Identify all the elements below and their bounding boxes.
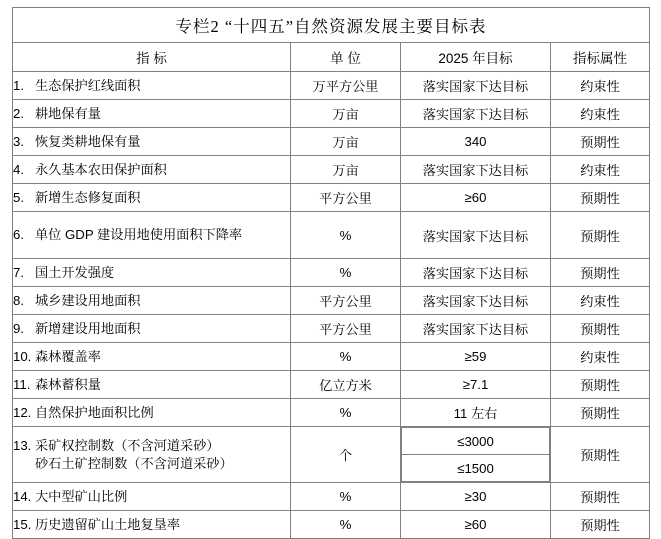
row-target: 11 左右 <box>401 399 551 427</box>
row-target: 落实国家下达目标 <box>401 315 551 343</box>
table-row <box>13 156 650 184</box>
row-indicator <box>13 100 291 128</box>
row-unit: 万亩 <box>291 100 401 128</box>
row-unit: 平方公里 <box>291 315 401 343</box>
column-header-attribute: 指标属性 <box>551 43 650 72</box>
row-attribute: 预期性 <box>551 184 650 212</box>
row-number: 2. <box>13 105 24 121</box>
row-number: 8. <box>13 292 24 308</box>
row-unit: % <box>291 483 401 511</box>
table-row <box>13 427 650 483</box>
row-indicator <box>13 511 291 539</box>
row-target: 落实国家下达目标 <box>401 72 551 100</box>
row-indicator <box>13 427 291 483</box>
row-target: ≥60 <box>401 184 551 212</box>
row-attribute: 预期性 <box>551 399 650 427</box>
table-row <box>13 511 650 539</box>
column-header-target: 2025 年目标 <box>401 43 551 72</box>
row-attribute: 约束性 <box>551 343 650 371</box>
row-target: 落实国家下达目标 <box>401 100 551 128</box>
row-number: 4. <box>13 161 24 177</box>
row-unit: 万亩 <box>291 128 401 156</box>
table-row <box>13 371 650 399</box>
row-unit: 万亩 <box>291 156 401 184</box>
table-row <box>13 184 650 212</box>
row-target: 落实国家下达目标 <box>401 287 551 315</box>
row-indicator <box>13 184 291 212</box>
row-attribute: 预期性 <box>551 128 650 156</box>
row-attribute: 约束性 <box>551 72 650 100</box>
row-indicator <box>13 483 291 511</box>
row-target: 340 <box>401 128 551 156</box>
row-indicator-label: 国土开发强度 <box>35 264 115 280</box>
table-row <box>13 212 650 259</box>
row-unit: % <box>291 511 401 539</box>
row-unit: 万平方公里 <box>291 72 401 100</box>
row-target: ≥60 <box>401 511 551 539</box>
row-unit: % <box>291 212 401 259</box>
row-target: 落实国家下达目标 <box>401 259 551 287</box>
row-indicator-label: 永久基本农田保护面积 <box>35 161 167 177</box>
row-number: 11. <box>13 376 31 392</box>
table-title: 专栏2 “十四五”自然资源发展主要目标表 <box>13 8 650 43</box>
row-indicator-label: 恢复类耕地保有量 <box>35 133 141 149</box>
row-target: ≥30 <box>401 483 551 511</box>
row-indicator <box>13 128 291 156</box>
row-attribute: 预期性 <box>551 483 650 511</box>
row-indicator-line1 <box>13 437 290 455</box>
row-attribute: 预期性 <box>551 212 650 259</box>
table-row <box>13 287 650 315</box>
row-number: 14. <box>13 488 32 504</box>
row-unit: 平方公里 <box>291 184 401 212</box>
table-row <box>13 128 650 156</box>
row-indicator <box>13 212 291 259</box>
row-attribute: 约束性 <box>551 100 650 128</box>
row-indicator-label: 城乡建设用地面积 <box>35 292 141 308</box>
column-header-unit: 单 位 <box>291 43 401 72</box>
row-indicator <box>13 371 291 399</box>
table-row <box>13 399 650 427</box>
row-unit: % <box>291 259 401 287</box>
row-unit: % <box>291 399 401 427</box>
row-indicator-label: 生态保护红线面积 <box>35 77 141 93</box>
row-number: 15. <box>13 516 32 532</box>
row-number: 1. <box>13 77 24 93</box>
row-number: 12. <box>13 404 32 420</box>
row-number: 5. <box>13 189 24 205</box>
row-indicator-label: 森林蓄积量 <box>35 376 101 392</box>
row-attribute: 预期性 <box>551 371 650 399</box>
row-indicator <box>13 72 291 100</box>
targets-table <box>12 7 650 539</box>
row-indicator <box>13 259 291 287</box>
row-indicator <box>13 315 291 343</box>
row-number: 10. <box>13 348 32 364</box>
row-attribute: 预期性 <box>551 259 650 287</box>
row-number: 7. <box>13 264 24 280</box>
row-number: 9. <box>13 320 24 336</box>
row-unit: 平方公里 <box>291 287 401 315</box>
row-unit: % <box>291 343 401 371</box>
row-indicator-label-1: 采矿权控制数（不含河道采砂） <box>35 437 220 453</box>
row-indicator-label: 森林覆盖率 <box>35 348 101 364</box>
row-indicator-label: 耕地保有量 <box>35 105 101 121</box>
row-attribute: 预期性 <box>551 511 650 539</box>
row-indicator-label: 历史遗留矿山土地复垦率 <box>35 516 181 532</box>
row-target-line1: ≤3000 <box>402 428 550 455</box>
table-title-row <box>13 8 650 43</box>
table-row <box>13 483 650 511</box>
row-indicator <box>13 287 291 315</box>
row-target: ≥7.1 <box>401 371 551 399</box>
row-target-line2: ≤1500 <box>402 455 550 482</box>
row-attribute: 预期性 <box>551 315 650 343</box>
row-unit: 个 <box>291 427 401 483</box>
row-indicator-label: 大中型矿山比例 <box>35 488 128 504</box>
table-row <box>13 259 650 287</box>
row-attribute: 约束性 <box>551 287 650 315</box>
column-header-indicator: 指 标 <box>13 43 291 72</box>
table-row <box>13 343 650 371</box>
row-target: 落实国家下达目标 <box>401 156 551 184</box>
row-target-split <box>401 427 551 483</box>
row-target: 落实国家下达目标 <box>401 212 551 259</box>
row-target: ≥59 <box>401 343 551 371</box>
row-unit: 亿立方米 <box>291 371 401 399</box>
row-number: 6. <box>13 227 24 243</box>
row-number: 13. <box>13 437 32 453</box>
table-row <box>13 315 650 343</box>
row-indicator-label: 自然保护地面积比例 <box>35 404 154 420</box>
row-indicator <box>13 156 291 184</box>
row-number: 3. <box>13 133 24 149</box>
row-indicator-label: 单位 GDP 建设用地使用面积下降率 <box>35 227 243 243</box>
table-row <box>13 100 650 128</box>
row-attribute: 预期性 <box>551 427 650 483</box>
row-indicator <box>13 343 291 371</box>
row-indicator <box>13 399 291 427</box>
table-row <box>13 72 650 100</box>
row-indicator-label-2: 砂石土矿控制数（不含河道采砂） <box>35 455 233 471</box>
row-indicator-label: 新增建设用地面积 <box>35 320 141 336</box>
row-attribute: 约束性 <box>551 156 650 184</box>
row-indicator-label: 新增生态修复面积 <box>35 189 141 205</box>
table-header-row <box>13 43 650 72</box>
